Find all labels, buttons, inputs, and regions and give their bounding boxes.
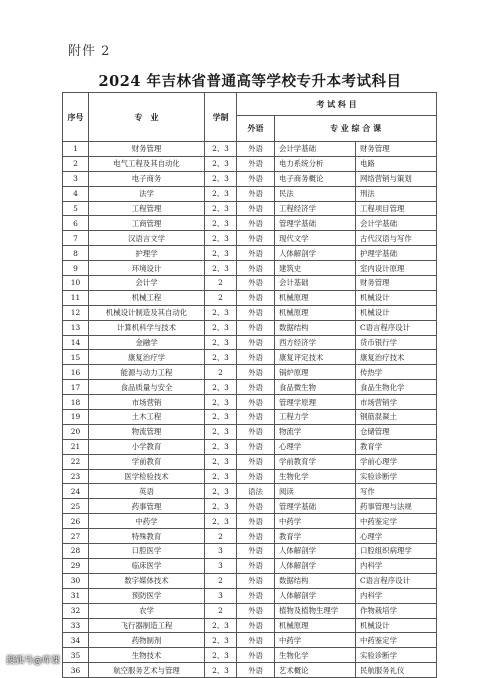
header-index: 序号 bbox=[63, 93, 89, 142]
table-row bbox=[63, 633, 437, 648]
row-major: 市场营销 bbox=[89, 395, 205, 410]
row-index: 34 bbox=[63, 633, 89, 648]
row-foreign-language: 外语 bbox=[237, 573, 275, 588]
row-index: 13 bbox=[63, 320, 89, 335]
row-index: 19 bbox=[63, 410, 89, 425]
row-foreign-language: 外语 bbox=[237, 320, 275, 335]
row-subject-2: 网络营销与策划 bbox=[356, 171, 437, 186]
row-index: 32 bbox=[63, 603, 89, 618]
row-foreign-language: 外语 bbox=[237, 171, 275, 186]
row-duration: 2、3 bbox=[205, 454, 237, 469]
row-subject-1: 学前教育学 bbox=[275, 454, 356, 469]
row-subject-2: 机械设计 bbox=[356, 290, 437, 305]
row-subject-2: 民航服务礼仪 bbox=[356, 663, 437, 678]
row-duration: 2、3 bbox=[205, 663, 237, 678]
row-subject-1: 生物化学 bbox=[275, 469, 356, 484]
table-row bbox=[63, 648, 437, 663]
row-duration: 2、3 bbox=[205, 156, 237, 171]
table-row bbox=[63, 618, 437, 633]
row-subject-2: 康复治疗技术 bbox=[356, 350, 437, 365]
row-duration: 2 bbox=[205, 529, 237, 544]
row-subject-2: 电路 bbox=[356, 156, 437, 171]
row-duration: 2、3 bbox=[205, 246, 237, 261]
row-major: 财务管理 bbox=[89, 142, 205, 157]
row-foreign-language: 外语 bbox=[237, 201, 275, 216]
row-subject-2: C语言程序设计 bbox=[356, 320, 437, 335]
row-foreign-language: 外语 bbox=[237, 439, 275, 454]
table-row bbox=[63, 142, 437, 157]
row-duration: 2、3 bbox=[205, 231, 237, 246]
row-duration: 2、3 bbox=[205, 216, 237, 231]
table-row bbox=[63, 201, 437, 216]
row-duration: 2、3 bbox=[205, 469, 237, 484]
table-row bbox=[63, 335, 437, 350]
row-subject-1: 工程力学 bbox=[275, 410, 356, 425]
row-duration: 2、3 bbox=[205, 499, 237, 514]
row-subject-1: 管理学原理 bbox=[275, 395, 356, 410]
row-subject-2: 实验诊断学 bbox=[356, 648, 437, 663]
row-duration: 3 bbox=[205, 544, 237, 559]
row-subject-2: 机械设计 bbox=[356, 618, 437, 633]
table-row bbox=[63, 380, 437, 395]
table-row bbox=[63, 231, 437, 246]
row-major: 计算机科学与技术 bbox=[89, 320, 205, 335]
row-index: 29 bbox=[63, 558, 89, 573]
row-major: 航空服务艺术与管理 bbox=[89, 663, 205, 678]
row-foreign-language: 外语 bbox=[237, 588, 275, 603]
row-subject-2: 中药鉴定学 bbox=[356, 633, 437, 648]
row-index: 35 bbox=[63, 648, 89, 663]
row-subject-1: 人体解剖学 bbox=[275, 246, 356, 261]
row-major: 物流管理 bbox=[89, 424, 205, 439]
row-foreign-language: 外语 bbox=[237, 365, 275, 380]
row-subject-2: 财务管理 bbox=[356, 276, 437, 291]
row-subject-1: 人体解剖学 bbox=[275, 588, 356, 603]
header-exam-subjects: 考 试 科 目 bbox=[237, 93, 437, 116]
row-index: 22 bbox=[63, 454, 89, 469]
row-subject-1: 会计基础 bbox=[275, 276, 356, 291]
row-subject-2: 仓储管理 bbox=[356, 424, 437, 439]
row-subject-1: 生物化学 bbox=[275, 648, 356, 663]
row-major: 电气工程及其自动化 bbox=[89, 156, 205, 171]
row-index: 11 bbox=[63, 290, 89, 305]
row-foreign-language: 外语 bbox=[237, 395, 275, 410]
row-subject-1: 心理学 bbox=[275, 439, 356, 454]
table-row bbox=[63, 439, 437, 454]
table-row bbox=[63, 320, 437, 335]
row-index: 7 bbox=[63, 231, 89, 246]
row-subject-2: 内科学 bbox=[356, 588, 437, 603]
row-major: 药物制剂 bbox=[89, 633, 205, 648]
table-row bbox=[63, 410, 437, 425]
row-subject-2: 货币银行学 bbox=[356, 335, 437, 350]
row-subject-2: 中药鉴定学 bbox=[356, 514, 437, 529]
table-row bbox=[63, 290, 437, 305]
table-row bbox=[63, 424, 437, 439]
row-index: 21 bbox=[63, 439, 89, 454]
table-row bbox=[63, 454, 437, 469]
row-subject-2: 心理学 bbox=[356, 529, 437, 544]
row-foreign-language: 外语 bbox=[237, 603, 275, 618]
row-duration: 2、3 bbox=[205, 648, 237, 663]
row-foreign-language: 外语 bbox=[237, 246, 275, 261]
row-major: 机械设计制造及其自动化 bbox=[89, 305, 205, 320]
row-duration: 2、3 bbox=[205, 410, 237, 425]
row-subject-2: 食品生物化学 bbox=[356, 380, 437, 395]
row-index: 24 bbox=[63, 484, 89, 499]
row-subject-1: 食品微生物 bbox=[275, 380, 356, 395]
row-subject-2: 作物栽培学 bbox=[356, 603, 437, 618]
row-major: 工商管理 bbox=[89, 216, 205, 231]
row-duration: 2、3 bbox=[205, 305, 237, 320]
row-subject-1: 机械原理 bbox=[275, 290, 356, 305]
table-row bbox=[63, 499, 437, 514]
row-duration: 2 bbox=[205, 290, 237, 305]
row-index: 9 bbox=[63, 261, 89, 276]
row-subject-2: 机械设计 bbox=[356, 305, 437, 320]
row-major: 汉语言文学 bbox=[89, 231, 205, 246]
table-row bbox=[63, 246, 437, 261]
row-index: 25 bbox=[63, 499, 89, 514]
row-foreign-language: 外语 bbox=[237, 544, 275, 559]
row-subject-2: 药事管理与法规 bbox=[356, 499, 437, 514]
table-body bbox=[63, 142, 437, 678]
row-duration: 2、3 bbox=[205, 395, 237, 410]
row-subject-2: 护理学基础 bbox=[356, 246, 437, 261]
row-duration: 2、3 bbox=[205, 424, 237, 439]
row-major: 预防医学 bbox=[89, 588, 205, 603]
row-index: 18 bbox=[63, 395, 89, 410]
row-index: 10 bbox=[63, 276, 89, 291]
row-major: 飞行器制造工程 bbox=[89, 618, 205, 633]
row-subject-2: 教育学 bbox=[356, 439, 437, 454]
row-subject-2: 写作 bbox=[356, 484, 437, 499]
row-index: 5 bbox=[63, 201, 89, 216]
row-major: 小学教育 bbox=[89, 439, 205, 454]
row-subject-2: 传热学 bbox=[356, 365, 437, 380]
exam-subjects-table bbox=[62, 92, 437, 678]
page-title: 2024 年吉林省普通高等学校专升本考试科目 bbox=[98, 73, 402, 90]
attachment-label: 附件 2 bbox=[68, 44, 111, 59]
row-index: 8 bbox=[63, 246, 89, 261]
header-comprehensive: 专 业 综 合 课 bbox=[275, 116, 437, 142]
row-subject-1: 人体解剖学 bbox=[275, 544, 356, 559]
table-row bbox=[63, 603, 437, 618]
row-foreign-language: 外语 bbox=[237, 305, 275, 320]
row-subject-2: 工程项目管理 bbox=[356, 201, 437, 216]
row-foreign-language: 外语 bbox=[237, 276, 275, 291]
table-row bbox=[63, 514, 437, 529]
row-major: 环境设计 bbox=[89, 261, 205, 276]
row-foreign-language: 外语 bbox=[237, 335, 275, 350]
row-foreign-language: 外语 bbox=[237, 424, 275, 439]
row-duration: 2、3 bbox=[205, 380, 237, 395]
row-subject-1: 电子商务概论 bbox=[275, 171, 356, 186]
row-index: 26 bbox=[63, 514, 89, 529]
row-major: 护理学 bbox=[89, 246, 205, 261]
row-major: 土木工程 bbox=[89, 410, 205, 425]
row-duration: 2 bbox=[205, 573, 237, 588]
row-subject-1: 锅炉原理 bbox=[275, 365, 356, 380]
row-major: 学前教育 bbox=[89, 454, 205, 469]
row-major: 特殊教育 bbox=[89, 529, 205, 544]
row-major: 法学 bbox=[89, 186, 205, 201]
row-foreign-language: 外语 bbox=[237, 290, 275, 305]
row-index: 17 bbox=[63, 380, 89, 395]
row-subject-1: 会计学基础 bbox=[275, 142, 356, 157]
row-duration: 2、3 bbox=[205, 350, 237, 365]
row-major: 临床医学 bbox=[89, 558, 205, 573]
row-major: 生物技术 bbox=[89, 648, 205, 663]
row-subject-1: 现代文学 bbox=[275, 231, 356, 246]
row-major: 农学 bbox=[89, 603, 205, 618]
row-subject-1: 康复评定技术 bbox=[275, 350, 356, 365]
row-major: 工程管理 bbox=[89, 201, 205, 216]
row-subject-1: 物流学 bbox=[275, 424, 356, 439]
row-subject-1: 中药学 bbox=[275, 633, 356, 648]
row-duration: 2、3 bbox=[205, 186, 237, 201]
row-subject-2: 市场营销学 bbox=[356, 395, 437, 410]
row-major: 中药学 bbox=[89, 514, 205, 529]
row-foreign-language: 外语 bbox=[237, 410, 275, 425]
row-index: 33 bbox=[63, 618, 89, 633]
header-duration: 学制 bbox=[205, 93, 237, 142]
row-duration: 3 bbox=[205, 588, 237, 603]
row-major: 药事管理 bbox=[89, 499, 205, 514]
table-row bbox=[63, 156, 437, 171]
row-foreign-language: 外语 bbox=[237, 142, 275, 157]
row-index: 31 bbox=[63, 588, 89, 603]
row-index: 4 bbox=[63, 186, 89, 201]
row-foreign-language: 外语 bbox=[237, 529, 275, 544]
row-foreign-language: 外语 bbox=[237, 469, 275, 484]
row-duration: 2、3 bbox=[205, 261, 237, 276]
row-subject-1: 建筑史 bbox=[275, 261, 356, 276]
table-row bbox=[63, 484, 437, 499]
row-major: 能源与动力工程 bbox=[89, 365, 205, 380]
row-major: 英语 bbox=[89, 484, 205, 499]
row-foreign-language: 外语 bbox=[237, 514, 275, 529]
row-subject-2: 内科学 bbox=[356, 558, 437, 573]
row-index: 3 bbox=[63, 171, 89, 186]
row-foreign-language: 外语 bbox=[237, 499, 275, 514]
row-foreign-language: 外语 bbox=[237, 380, 275, 395]
row-foreign-language: 外语 bbox=[237, 648, 275, 663]
row-index: 30 bbox=[63, 573, 89, 588]
row-index: 15 bbox=[63, 350, 89, 365]
table-row bbox=[63, 395, 437, 410]
row-index: 28 bbox=[63, 544, 89, 559]
row-duration: 2、3 bbox=[205, 320, 237, 335]
row-index: 36 bbox=[63, 663, 89, 678]
row-subject-1: 数据结构 bbox=[275, 573, 356, 588]
table-row bbox=[63, 544, 437, 559]
table-row bbox=[63, 573, 437, 588]
row-subject-2: 财务管理 bbox=[356, 142, 437, 157]
row-index: 6 bbox=[63, 216, 89, 231]
row-subject-1: 教育学 bbox=[275, 529, 356, 544]
row-foreign-language: 外语 bbox=[237, 454, 275, 469]
table-row bbox=[63, 171, 437, 186]
row-foreign-language: 外语 bbox=[237, 231, 275, 246]
header-foreign-language: 外语 bbox=[237, 116, 275, 142]
row-foreign-language: 外语 bbox=[237, 216, 275, 231]
row-major: 金融学 bbox=[89, 335, 205, 350]
row-major: 口腔医学 bbox=[89, 544, 205, 559]
row-major: 数字媒体技术 bbox=[89, 573, 205, 588]
row-major: 会计学 bbox=[89, 276, 205, 291]
row-foreign-language: 外语 bbox=[237, 663, 275, 678]
row-subject-1: 人体解剖学 bbox=[275, 558, 356, 573]
table-row bbox=[63, 469, 437, 484]
header-major: 专 业 bbox=[89, 93, 205, 142]
watermark: 搜狐号@库课 bbox=[6, 656, 61, 666]
row-duration: 2 bbox=[205, 603, 237, 618]
table-row bbox=[63, 529, 437, 544]
row-index: 27 bbox=[63, 529, 89, 544]
row-index: 2 bbox=[63, 156, 89, 171]
row-index: 14 bbox=[63, 335, 89, 350]
row-major: 康复治疗学 bbox=[89, 350, 205, 365]
row-duration: 2、3 bbox=[205, 439, 237, 454]
row-foreign-language: 外语 bbox=[237, 618, 275, 633]
row-index: 20 bbox=[63, 424, 89, 439]
row-duration: 2、3 bbox=[205, 484, 237, 499]
row-foreign-language: 外语 bbox=[237, 186, 275, 201]
table-row bbox=[63, 216, 437, 231]
row-subject-1: 民法 bbox=[275, 186, 356, 201]
row-foreign-language: 外语 bbox=[237, 558, 275, 573]
row-subject-2: 刑法 bbox=[356, 186, 437, 201]
row-subject-1: 植物及植物生理学 bbox=[275, 603, 356, 618]
row-duration: 2、3 bbox=[205, 618, 237, 633]
row-foreign-language: 语法 bbox=[237, 484, 275, 499]
row-major: 电子商务 bbox=[89, 171, 205, 186]
row-subject-2: 室内设计原理 bbox=[356, 261, 437, 276]
row-subject-1: 工程经济学 bbox=[275, 201, 356, 216]
row-duration: 3 bbox=[205, 558, 237, 573]
table-row bbox=[63, 365, 437, 380]
row-subject-1: 机械原理 bbox=[275, 305, 356, 320]
row-foreign-language: 外语 bbox=[237, 156, 275, 171]
row-index: 12 bbox=[63, 305, 89, 320]
row-foreign-language: 外语 bbox=[237, 350, 275, 365]
row-subject-2: 会计学基础 bbox=[356, 216, 437, 231]
table-row bbox=[63, 276, 437, 291]
row-subject-2: 古代汉语与写作 bbox=[356, 231, 437, 246]
row-duration: 2、3 bbox=[205, 335, 237, 350]
row-subject-2: 实验诊断学 bbox=[356, 469, 437, 484]
row-duration: 2、3 bbox=[205, 633, 237, 648]
row-subject-1: 管理学基础 bbox=[275, 216, 356, 231]
row-duration: 2 bbox=[205, 365, 237, 380]
row-major: 医学检验技术 bbox=[89, 469, 205, 484]
row-subject-1: 管理学基础 bbox=[275, 499, 356, 514]
row-subject-1: 电力系统分析 bbox=[275, 156, 356, 171]
table-row bbox=[63, 186, 437, 201]
row-subject-2: 学前心理学 bbox=[356, 454, 437, 469]
table-row bbox=[63, 663, 437, 678]
row-subject-1: 艺术概论 bbox=[275, 663, 356, 678]
row-index: 1 bbox=[63, 142, 89, 157]
row-foreign-language: 外语 bbox=[237, 261, 275, 276]
row-duration: 2、3 bbox=[205, 514, 237, 529]
row-subject-1: 西方经济学 bbox=[275, 335, 356, 350]
row-index: 23 bbox=[63, 469, 89, 484]
row-duration: 2 bbox=[205, 276, 237, 291]
row-subject-1: 数据结构 bbox=[275, 320, 356, 335]
row-subject-1: 阅读 bbox=[275, 484, 356, 499]
row-subject-2: C语言程序设计 bbox=[356, 573, 437, 588]
row-subject-1: 中药学 bbox=[275, 514, 356, 529]
table-row bbox=[63, 558, 437, 573]
table-row bbox=[63, 261, 437, 276]
row-major: 机械工程 bbox=[89, 290, 205, 305]
row-duration: 2、3 bbox=[205, 142, 237, 157]
row-subject-2: 钢筋混凝土 bbox=[356, 410, 437, 425]
table-row bbox=[63, 588, 437, 603]
row-index: 16 bbox=[63, 365, 89, 380]
row-subject-2: 口腔组织病理学 bbox=[356, 544, 437, 559]
row-major: 食品质量与安全 bbox=[89, 380, 205, 395]
table-row bbox=[63, 350, 437, 365]
table-row bbox=[63, 305, 437, 320]
row-subject-1: 机械原理 bbox=[275, 618, 356, 633]
row-duration: 2、3 bbox=[205, 171, 237, 186]
row-foreign-language: 外语 bbox=[237, 633, 275, 648]
row-duration: 2、3 bbox=[205, 201, 237, 216]
